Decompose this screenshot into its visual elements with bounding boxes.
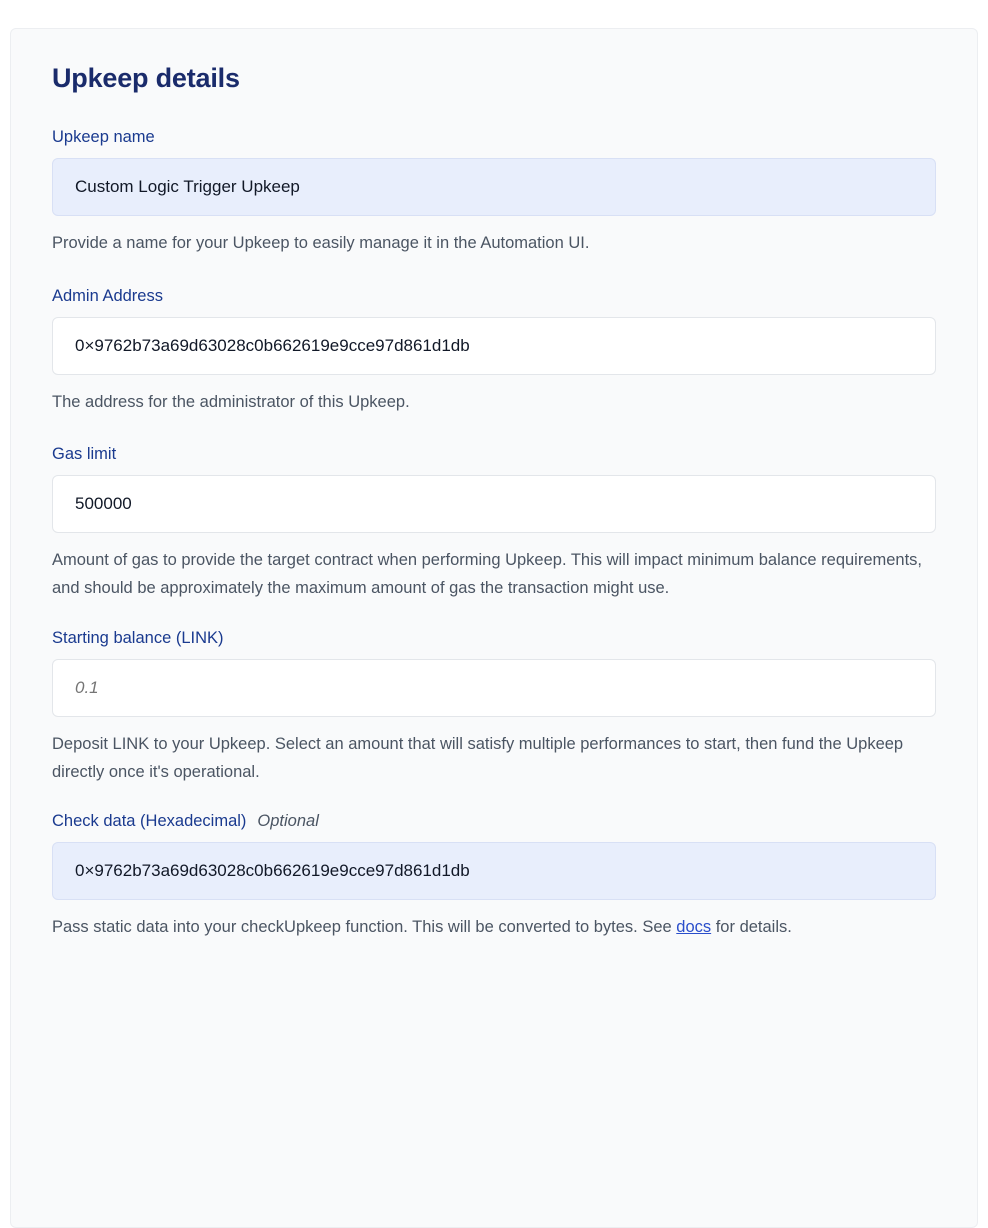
upkeep-name-label: Upkeep name bbox=[52, 128, 155, 146]
admin-address-input[interactable] bbox=[52, 317, 936, 375]
gas-limit-input[interactable] bbox=[52, 475, 936, 533]
field-check-data bbox=[52, 812, 936, 941]
field-upkeep-name bbox=[52, 128, 936, 257]
field-gas-limit bbox=[52, 445, 936, 603]
check-data-label: Check data (Hexadecimal) bbox=[52, 812, 247, 831]
starting-balance-input[interactable] bbox=[52, 659, 936, 717]
gas-limit-label: Gas limit bbox=[52, 444, 117, 463]
field-admin-address bbox=[52, 287, 936, 416]
check-data-helper-after: for details. bbox=[711, 918, 792, 937]
check-data-label-row bbox=[52, 812, 936, 831]
admin-address-label: Admin Address bbox=[52, 287, 163, 306]
docs-link[interactable]: docs bbox=[676, 918, 712, 937]
spacer bbox=[52, 786, 936, 812]
admin-address-helper: The address for the administrator of this Upkeep. bbox=[52, 393, 410, 412]
check-data-helper-before: Pass static data into your checkUpkeep function. This will be converted to bytes. See bbox=[52, 918, 677, 937]
spacer bbox=[52, 417, 936, 445]
spacer bbox=[52, 257, 936, 287]
check-data-optional-tag: Optional bbox=[257, 812, 319, 831]
starting-balance-label: Starting balance (LINK) bbox=[52, 628, 224, 647]
check-data-helper bbox=[52, 913, 936, 941]
page-title: Upkeep details bbox=[52, 63, 240, 93]
upkeep-name-helper: Provide a name for your Upkeep to easily manage it in the Automation UI. bbox=[52, 234, 590, 252]
field-starting-balance bbox=[52, 629, 936, 787]
check-data-input[interactable] bbox=[52, 842, 936, 900]
gas-limit-helper: Amount of gas to provide the target contract when performing Upkeep. This will impact minimum balance requirements, and should be approximately the maximum amount of gas the transaction might use. bbox=[52, 550, 923, 598]
starting-balance-helper: Deposit LINK to your Upkeep. Select an amount that will satisfy multiple performances to start, then fund the Upkeep directly once it's operational. bbox=[52, 734, 904, 781]
spacer bbox=[52, 603, 936, 629]
upkeep-name-input[interactable] bbox=[52, 158, 936, 216]
upkeep-details-panel bbox=[10, 28, 978, 1228]
